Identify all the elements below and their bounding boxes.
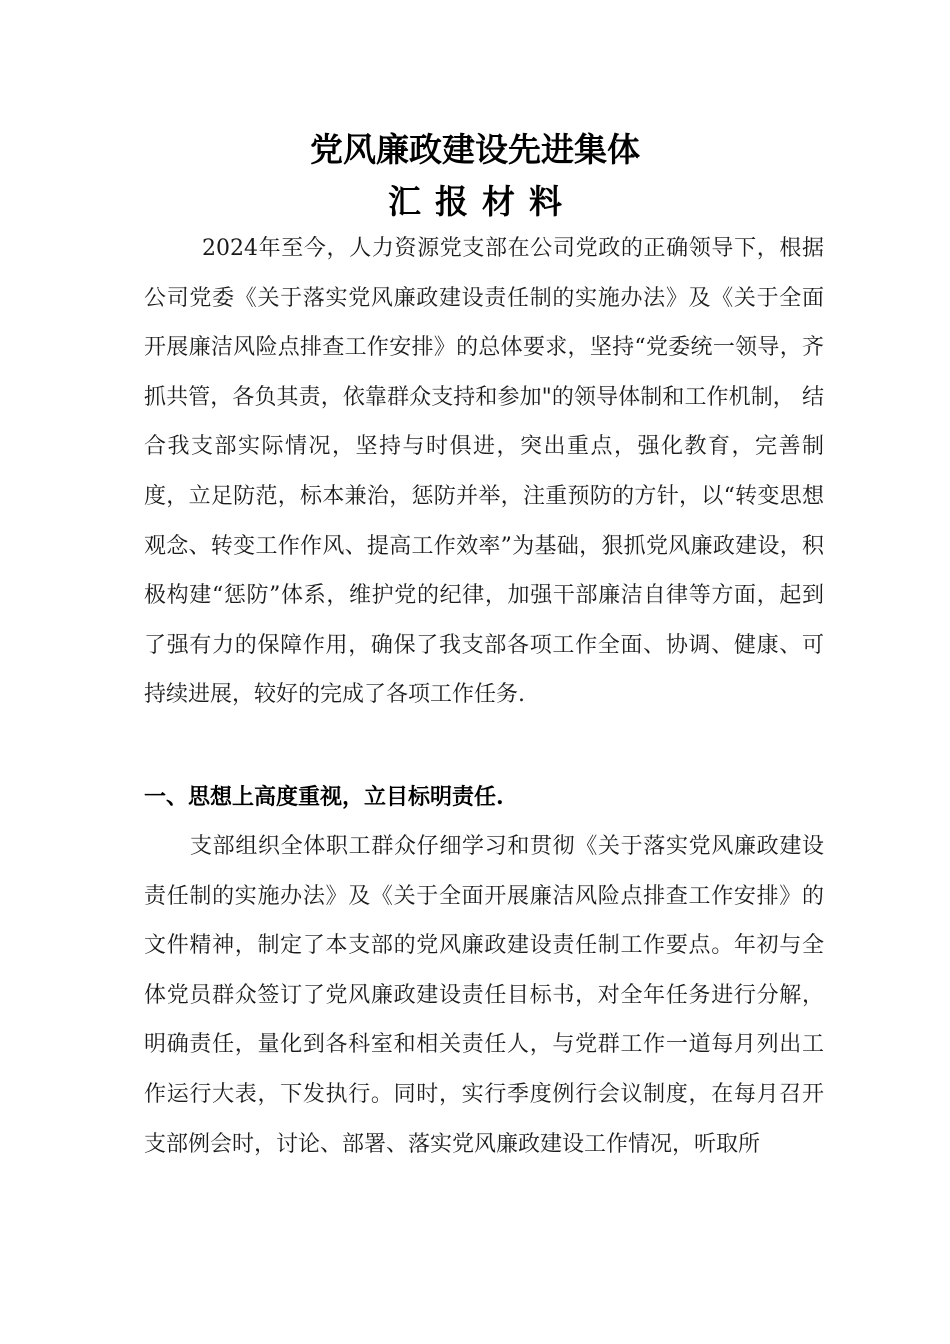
document-subtitle: 汇报材料 bbox=[388, 182, 576, 221]
section-heading: 一、思想上高度重视，立目标明责任. bbox=[144, 784, 504, 810]
intro-paragraph: 2024年至今，人力资源党支部在公司党政的正确领导下，根据公司党委《关于落实党风廉政建设责任制的实施办法》及《关于全面开展廉洁风险点排查工作安排》的总体要求，坚持“党委统一领导，齐抓共管，各负其责，依靠群众支持和参加"的领导体制和工作机制， 结合我支部实际情况，坚持与时俱进，突出重点，强化教育，完善制度，立足防范，标本兼治，惩防并举，注重预防的方针，以“转变思想观念、转变工作作风、提高工作效率”为基础，狠抓党风廉政建设，积极构建“惩防”体系，维护党的纪律，加强干部廉洁自律等方面，起到了强有力的保障作用，确保了我支部各项工作全面、协调、健康、可持续进展，较好的完成了各项工作任务. bbox=[144, 236, 824, 708]
document-title: 党风廉政建设先进集体 bbox=[310, 130, 640, 169]
section-paragraph: 支部组织全体职工群众仔细学习和贯彻《关于落实党风廉政建设责任制的实施办法》及《关于全面开展廉洁风险点排查工作安排》的文件精神，制定了本支部的党风廉政建设责任制工作要点。年初与全体党员群众签订了党风廉政建设责任目标书，对全年任务进行分解，明确责任，量化到各科室和相关责任人，与党群工作一道每月列出工作运行大表，下发执行。同时，实行季度例行会议制度，在每月召开支部例会时，讨论、部署、落实党风廉政建设工作情况，听取所 bbox=[144, 834, 824, 1157]
